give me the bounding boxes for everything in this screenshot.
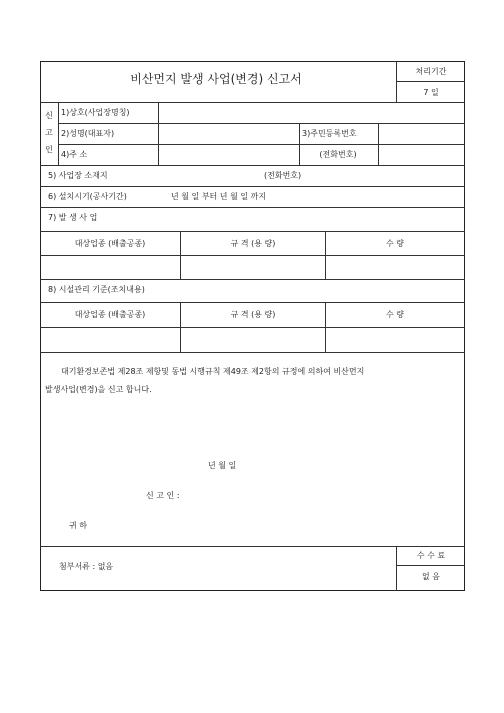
business-cell-type[interactable] xyxy=(41,256,179,278)
site-bottom-line xyxy=(40,186,465,187)
fee-label: 수 수 료 xyxy=(416,551,446,560)
facility-header-type: 대상업종 (배출공종) xyxy=(74,310,146,319)
install-period-range: 년 월 일 부터 년 월 일 까지 xyxy=(171,192,267,201)
processing-period-label: 처리기간 xyxy=(415,67,447,76)
declaration-line-1: 대기환경보존법 제28조 제항및 동법 시행규칙 제49조 제2항의 규정에 의하여 비산먼지 xyxy=(61,367,365,376)
install-period-label: 6) 설치시기(공사기간) xyxy=(48,192,127,201)
date-line: 년 월 일 xyxy=(208,461,237,470)
applicant-side-label-2: 고 xyxy=(45,128,53,137)
form-title: 비산먼지 발생 사업(변경) 신고서 xyxy=(130,72,302,86)
install-bottom-line xyxy=(40,207,465,208)
business-name-field[interactable] xyxy=(160,103,464,122)
phone-label: (전화번호) xyxy=(319,150,357,159)
business-section-label: 7) 발 생 사 업 xyxy=(48,213,98,222)
applicant-bottom-line xyxy=(40,165,465,166)
footer-top-line xyxy=(40,546,465,547)
signer-label: 신 고 인 : xyxy=(146,491,180,500)
facility-header-qty: 수 량 xyxy=(386,310,404,319)
address-field[interactable] xyxy=(160,145,298,164)
name-field[interactable] xyxy=(160,124,298,143)
applicant-label-divider xyxy=(158,102,159,165)
fee-divider xyxy=(396,546,397,591)
facility-bottom-line xyxy=(40,352,465,353)
business-header-spec: 규 격 (용 량) xyxy=(230,239,276,248)
id-number-field[interactable] xyxy=(380,124,464,143)
fee-value: 없 음 xyxy=(422,572,440,581)
applicant-side-label-3: 인 xyxy=(45,145,53,154)
facility-cell-type[interactable] xyxy=(41,328,179,351)
header-mid-line xyxy=(396,81,465,82)
recipient-label: 귀 하 xyxy=(69,521,87,530)
facility-cell-spec[interactable] xyxy=(181,328,324,351)
business-cell-qty[interactable] xyxy=(326,256,464,278)
applicant-side-divider xyxy=(58,102,59,165)
name-label: 2)성명(대표자) xyxy=(61,129,115,138)
processing-period-value: 7 일 xyxy=(423,88,439,97)
business-header-type: 대상업종 (배출공종) xyxy=(74,239,146,248)
fee-mid-line xyxy=(396,565,465,566)
phone-field[interactable] xyxy=(380,145,464,164)
facility-cell-qty[interactable] xyxy=(326,328,464,351)
id-divider-right xyxy=(378,123,379,165)
declaration-line-2: 발생사업(변경)을 신고 합니다. xyxy=(45,385,152,394)
id-number-label: 3)주민등록번호 xyxy=(302,129,357,138)
id-divider-left xyxy=(299,123,300,165)
business-cell-spec[interactable] xyxy=(181,256,324,278)
address-label: 4)주 소 xyxy=(61,150,88,159)
business-name-label: 1)상호(사업장명칭) xyxy=(61,108,130,117)
business-header-qty: 수 량 xyxy=(386,239,404,248)
facility-section-label: 8) 시설관리 기준(조치내용) xyxy=(48,285,145,294)
applicant-side-label-1: 신 xyxy=(45,111,53,120)
facility-header-top-line xyxy=(40,302,465,303)
site-phone-label: (전화번호) xyxy=(264,171,302,180)
site-location-label: 5) 사업장 소재지 xyxy=(48,171,108,180)
attachments-label: 첨부서류 : 없음 xyxy=(59,562,114,571)
business-bottom-line xyxy=(40,279,465,280)
business-header-top-line xyxy=(40,231,465,232)
facility-header-spec: 규 격 (용 량) xyxy=(230,310,276,319)
signer-field[interactable] xyxy=(200,488,320,504)
